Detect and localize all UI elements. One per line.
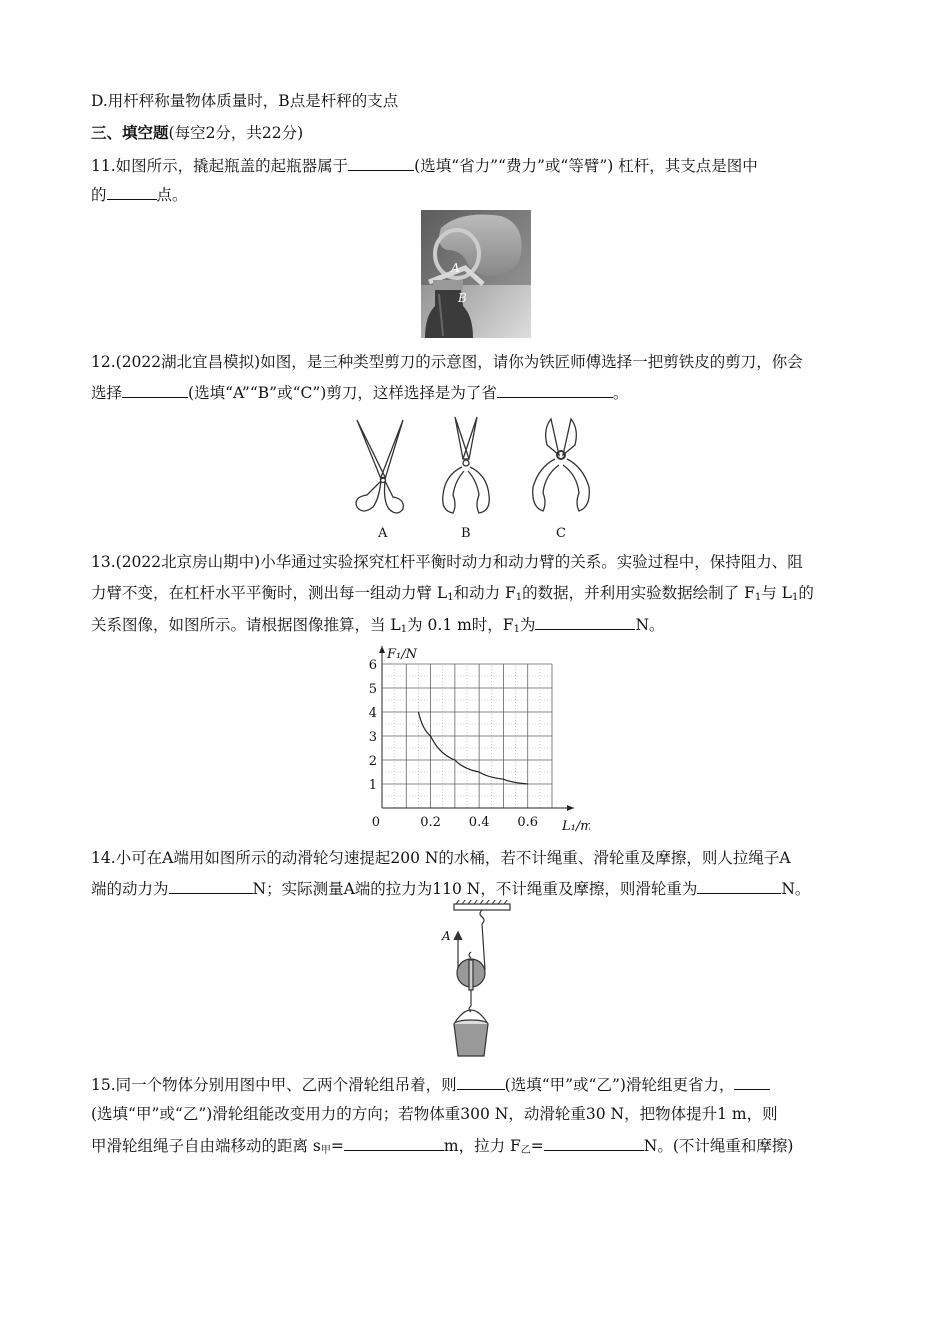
label-b: B: [458, 291, 467, 305]
q15-text: m，拉力 F: [443, 1137, 521, 1155]
q11-blank-2[interactable]: [107, 183, 157, 200]
q12-text: (选填“A”“B”或“C”)剪刀，这样选择是为了省: [188, 384, 497, 402]
scissors-label-a: A: [378, 526, 388, 541]
q13-line3: [91, 613, 880, 641]
scissors-a: [356, 420, 403, 541]
scissors-label-b: B: [461, 526, 471, 541]
q14-blank-2[interactable]: [697, 877, 781, 894]
q15-text: =: [330, 1137, 344, 1155]
chart-svg: [360, 640, 590, 835]
q15-text: 甲滑轮组绳子自由端移动的距离 s: [91, 1137, 321, 1155]
q13-text: 与 L: [761, 584, 792, 602]
subscript: 1: [754, 592, 762, 603]
label-a: A: [451, 261, 460, 275]
q13-text: 的数据，并利用实验数据绘制了 F: [522, 584, 755, 602]
q13-text: 为 0.1 m时，F: [407, 616, 514, 634]
q12-line1: 12.(2022湖北宜昌模拟)如图，是三种类型剪刀的示意图，请你为铁匠师傅选择一把剪铁皮的剪刀，你会: [91, 353, 803, 371]
y-tick-label: 6: [368, 658, 377, 673]
pulley-figure: [436, 900, 516, 1062]
q11-line1: [91, 154, 880, 177]
q13-blank[interactable]: [535, 613, 635, 630]
q15-line2: (选填“甲”或“乙”)滑轮组能改变用力的方向；若物体重300 N，动滑轮重30 N，把物体提升1 m，则: [91, 1105, 778, 1123]
q11-text: 的: [91, 186, 107, 204]
q15-line1: [91, 1073, 880, 1096]
q11-blank-1[interactable]: [348, 154, 414, 171]
y-tick-label: 5: [368, 682, 377, 697]
subscript: 1: [513, 624, 520, 635]
q15-line3: [91, 1134, 880, 1162]
q13-line2: [91, 582, 880, 609]
subscript: 1: [515, 592, 523, 603]
q13-text: N。: [635, 616, 665, 634]
scissors-label-c: C: [556, 526, 566, 541]
q15-text: =: [530, 1137, 544, 1155]
q13-text: 为: [519, 616, 536, 634]
q12-blank-2[interactable]: [497, 381, 613, 398]
scissors-drawing: [345, 415, 605, 543]
y-tick-label: 4: [368, 706, 377, 721]
x-tick-label: 0.6: [517, 815, 539, 830]
q14-text: N；实际测量A端的拉力为110 N，不计绳重及摩擦，则滑轮重为: [252, 880, 698, 898]
q15-blank-1[interactable]: [457, 1073, 505, 1090]
q15-blank-2[interactable]: [734, 1073, 770, 1090]
q15-blank-3[interactable]: [344, 1134, 444, 1151]
x-axis-arrow: [567, 805, 574, 811]
x-tick-label: 0: [371, 815, 380, 830]
section-heading: [91, 122, 880, 144]
q11-text: 11.如图所示，撬起瓶盖的起瓶器属于: [91, 157, 349, 175]
x-tick-label: 0.2: [420, 815, 441, 830]
q14-line1: 14.小可在A端用如图所示的动滑轮匀速提起200 N的水桶，若不计绳重、滑轮重及摩擦，则人拉绳子A: [91, 849, 791, 867]
f1-l1-chart: [360, 640, 590, 835]
bottle-opener-figure: [421, 210, 531, 338]
subscript: 1: [447, 592, 454, 603]
pulley-label-a: A: [442, 929, 451, 943]
y-tick-label: 3: [368, 730, 377, 745]
q15-blank-4[interactable]: [544, 1134, 644, 1151]
q15-text: 15.同一个物体分别用图中甲、乙两个滑轮组吊着，则: [91, 1076, 457, 1094]
q15-text: N。(不计绳重和摩擦): [643, 1137, 794, 1155]
bottle-opener-image: [421, 210, 531, 338]
scissors-figure: [345, 415, 605, 543]
subscript: 1: [791, 592, 799, 603]
subscript: 乙: [520, 1145, 531, 1156]
scissors-b: [443, 417, 490, 541]
q14-line2: [91, 877, 880, 900]
subscript: 1: [400, 624, 408, 635]
y-axis-label: F₁/N: [387, 647, 417, 662]
subscript: 甲: [320, 1145, 331, 1156]
pulley-drawing: [436, 900, 516, 1062]
q15-text: (选填“甲”或“乙”)滑轮组更省力，: [504, 1076, 735, 1094]
q13-text: 的: [798, 584, 814, 602]
q12-text: 。: [612, 384, 629, 402]
scissors-c: [533, 419, 590, 541]
y-tick-label: 2: [368, 754, 377, 769]
q13-text: 关系图像，如图所示。请根据图像推算，当 L: [91, 616, 401, 634]
q14-text: 端的动力为: [91, 880, 169, 898]
q13-text: 力臂不变，在杠杆水平平衡时，测出每一组动力臂 L: [91, 584, 448, 602]
q10-option-d: D.用杆秤称量物体质量时，B点是杆秤的支点: [91, 92, 399, 110]
q14-blank-1[interactable]: [169, 877, 253, 894]
q12-blank-1[interactable]: [122, 381, 188, 398]
q13-line1: 13.(2022北京房山期中)小华通过实验探究杠杆平衡时动力和动力臂的关系。实验过程中，保持阻力、阻: [91, 553, 803, 571]
x-axis-label: L₁/m: [562, 819, 590, 834]
q13-text: 和动力 F: [453, 584, 516, 602]
section-title: 三、填空题: [91, 124, 169, 142]
q11-text: (选填“省力”“费力”或“等臂”) 杠杆，其支点是图中: [414, 157, 758, 175]
q11-text: 点。: [156, 186, 188, 204]
section-note: (每空2分，共22分): [168, 124, 304, 142]
q11-line2: [91, 183, 880, 206]
y-axis-arrow: [379, 646, 385, 653]
q12-line2: [91, 381, 880, 404]
y-tick-label: 1: [368, 778, 377, 793]
q14-text: N。: [781, 880, 811, 898]
q12-text: 选择: [91, 384, 123, 402]
x-tick-label: 0.4: [468, 815, 490, 830]
